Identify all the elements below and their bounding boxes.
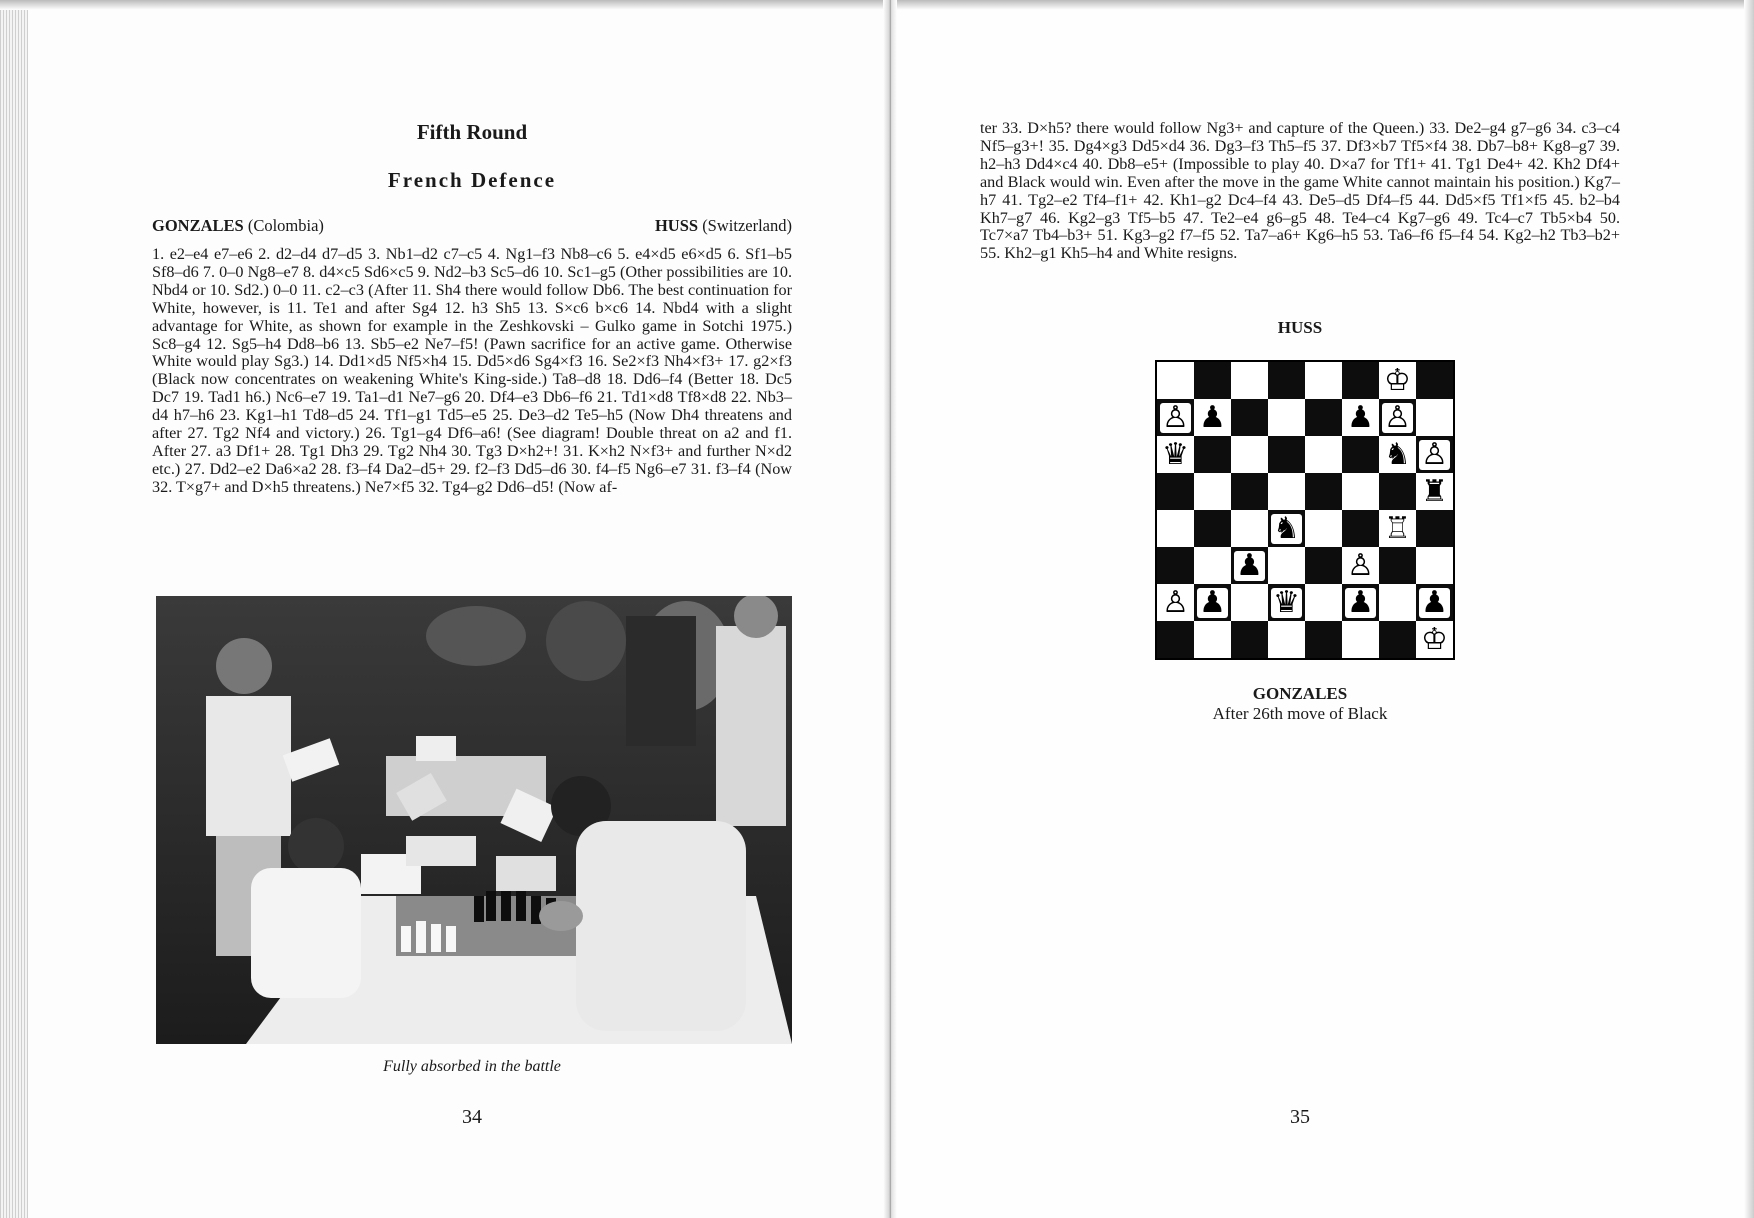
board-square	[1305, 473, 1342, 510]
board-square	[1268, 547, 1305, 584]
board-square	[1194, 399, 1231, 436]
chess-piece-icon: ♟	[1199, 399, 1226, 435]
black-player-name: HUSS	[654, 216, 699, 235]
chess-piece-icon: ♙	[1421, 436, 1448, 472]
board-square	[1416, 547, 1453, 584]
book-gutter	[883, 0, 897, 1218]
round-title: Fifth Round	[416, 120, 528, 144]
chess-piece-icon: ♞	[1273, 510, 1300, 546]
board-square	[1416, 621, 1453, 658]
board-square	[1194, 621, 1231, 658]
chess-piece-icon: ♙	[1162, 399, 1189, 435]
chess-piece-icon: ♟	[1199, 584, 1226, 620]
photo-caption: Fully absorbed in the battle	[383, 1058, 561, 1075]
chess-piece-icon: ♟	[1347, 584, 1374, 620]
board-square	[1268, 473, 1305, 510]
diagram-top-player: HUSS	[1277, 318, 1323, 337]
chess-piece-icon: ♟	[1421, 584, 1448, 620]
chess-piece-icon: ♙	[1162, 584, 1189, 620]
board-square	[1157, 621, 1194, 658]
board-square	[1416, 436, 1453, 473]
chess-piece-icon: ♞	[1384, 436, 1411, 472]
page-number-right: 35	[1290, 1106, 1310, 1128]
tournament-photo	[156, 596, 792, 1044]
chess-piece-icon: ♟	[1347, 399, 1374, 435]
board-square	[1379, 399, 1416, 436]
board-square	[1416, 362, 1453, 399]
board-square	[1379, 621, 1416, 658]
board-square	[1305, 547, 1342, 584]
board-square	[1157, 436, 1194, 473]
board-square	[1268, 621, 1305, 658]
board-square	[1268, 399, 1305, 436]
board-square	[1305, 510, 1342, 547]
black-player-country: (Switzerland)	[702, 216, 792, 235]
chess-piece-icon: ♟	[1236, 547, 1263, 583]
diagram-bottom-player: GONZALES	[1252, 684, 1348, 703]
chess-piece-icon: ♖	[1384, 510, 1411, 546]
white-player	[152, 216, 324, 236]
board-square	[1231, 621, 1268, 658]
board-square	[1231, 510, 1268, 547]
board-square	[1194, 473, 1231, 510]
game-score-text: 1. e2–e4 e7–e6 2. d2–d4 d7–d5 3. Nb1–d2 c7–c5 4. Ng1–f3 Nb8–c6 5. e4×d5 e6×d5 6. Sf1–b5 Sf8–d6 7. 0–0 Ng8–e7 8. d4×c5 Sd6×c5 9. Nd2–b3 Sc5–d6 10. Sc1–g5 (Other possibilities are 10. Nbd4 or 10. Sd2.) 0–0 11. c2–c3 (After 11. Sh4 there would follow Db6. The best continuation for White, however, is 11. Te1 and after Sg4 12. h3 Sh5 13. S×c6 b×c6 14. Nbd4 with a slight advantage for White, as shown for example in the Zeshkovski – Gulko game in Sotchi 1975.) Sc8–g4 12. Sg5–h4 Dd8–b6 13. Sb5–e2 Ne7–f5! (Pawn sacrifice for an active game. Otherwise White would play Sg3.) 14. Dd1×d5 Nf5×h4 15. Dd5×d6 Sg4×f3 16. Se2×f3 Nh4×f3+ 17. g2×f3 (Black now concentrates on weakening White's King-side.) Ta8–d8 18. Dd6–f4 (Better 18. Dc5 Dc7 19. Tad1 h6.) Nc6–e7 19. Ta1–d1 Ne7–g6 20. Df4–e3 Db6–f6 21. Td1×d8 Tf8×d8 22. Nb3–d4 h7–h6 23. Kg1–h1 Td8–d5 24. Tf1–g1 Td5–e5 25. De3–d2 Te5–h5 (Now Dh4 threatens and after 27. Tg2 Nf4 and victory.) 26. Tg1–g4 Df6–a6! (See diagram! Double threat on a2 and f1. After 27. a3 Df1+ 28. Tg1 Dh3 29. Tg2 Nh4 30. Tg3 D×h2+! 31. K×h2 N×f3+ and further N×d2 etc.) 27. Dd2–e2 Da6×a2 28. f3–f4 Da2–d5+ 29. f2–f3 Dd5–d6 30. f4–f5 Ng6–e7 31. f3–f4 (Now 32. T×g7+ and D×h5 threatens.) Ne7×f5 32. Tg4–g2 Dd6–d5! (Now af-	[152, 245, 792, 496]
board-square	[1194, 510, 1231, 547]
board-square	[1342, 473, 1379, 510]
board-square	[1305, 436, 1342, 473]
photo-illustration	[156, 596, 792, 1044]
chess-piece-icon: ♔	[1384, 362, 1411, 398]
black-player	[655, 216, 792, 236]
chess-piece-icon: ♛	[1162, 436, 1189, 472]
board-square	[1231, 547, 1268, 584]
board-square	[1231, 399, 1268, 436]
board-square	[1157, 510, 1194, 547]
board-square	[1157, 399, 1194, 436]
board-square	[1416, 510, 1453, 547]
board-square	[1268, 510, 1305, 547]
board-square	[1342, 547, 1379, 584]
board-square	[1342, 399, 1379, 436]
board-square	[1231, 584, 1268, 621]
white-player-country: (Colombia)	[247, 216, 324, 235]
board-square	[1416, 473, 1453, 510]
board-square	[1305, 399, 1342, 436]
board-square	[1157, 584, 1194, 621]
board-square	[1231, 473, 1268, 510]
board-square	[1342, 362, 1379, 399]
players-line	[152, 216, 792, 236]
board-square	[1305, 621, 1342, 658]
page-number-left: 34	[462, 1106, 482, 1128]
game-score-continuation: ter 33. D×h5? there would follow Ng3+ and capture of the Queen.) 33. De2–g4 g7–g6 34. c3–c4 Nf5–g3+! 35. Dg4×g3 Dd5×d4 36. Dg3–f3 Th5–f5 37. Df3×b7 Tf5×f4 38. Db7–b8+ Kg8–g7 39. h2–h3 Dd4×c4 40. Db8–e5+ (Impossible to play 40. D×a7 for Tf1+ 41. Tg1 De4+ 42. Kh2 Df4+ and Black would win. Even after the move in the game White cannot maintain his position.) Kg7–h7 41. Tg2–e2 Tf4–f1+ 42. Kh1–g2 Dc4–f4 43. De5–d5 Df4–f5 44. Dd5×f5 Tf1×f5 45. b2–b4 Kh7–g7 46. Kg2–g3 Tf5–b5 47. Te2–e4 g6–g5 48. Te4–c4 Kg7–g6 49. Tc4–c7 Tb5×b4 50. Tc7×a7 Tb4–b3+ 51. Kg3–g2 f7–f5 52. Ta7–a6+ Kg6–h5 53. Ta6–f6 f5–f4 54. Kg2–h2 Tb3–b2+ 55. Kh2–g1 Kh5–h4 and White resigns.	[980, 119, 1620, 263]
board-square	[1379, 473, 1416, 510]
chess-piece-icon: ♙	[1384, 399, 1411, 435]
board-square	[1231, 436, 1268, 473]
board-square	[1268, 436, 1305, 473]
board-square	[1379, 362, 1416, 399]
board-square	[1194, 547, 1231, 584]
board-square	[1379, 436, 1416, 473]
white-player-name: GONZALES	[152, 216, 244, 235]
opening-title: French Defence	[387, 168, 557, 192]
board-square	[1157, 473, 1194, 510]
chess-piece-icon: ♜	[1421, 473, 1448, 509]
board-square	[1194, 584, 1231, 621]
board-square	[1231, 362, 1268, 399]
diagram-caption: After 26th move of Black	[1212, 704, 1388, 723]
board-square	[1157, 362, 1194, 399]
board-square	[1342, 510, 1379, 547]
board-square	[1305, 362, 1342, 399]
chess-piece-icon: ♛	[1273, 584, 1300, 620]
chess-piece-icon: ♙	[1347, 547, 1374, 583]
board-square	[1379, 510, 1416, 547]
board-square	[1416, 584, 1453, 621]
board-square	[1305, 584, 1342, 621]
board-square	[1342, 584, 1379, 621]
page-stack-edge	[0, 0, 28, 1218]
chess-piece-icon: ♔	[1421, 621, 1448, 657]
board-square	[1268, 362, 1305, 399]
scan-top-edge	[0, 0, 1754, 10]
board-square	[1379, 584, 1416, 621]
board-square	[1157, 547, 1194, 584]
board-square	[1342, 621, 1379, 658]
board-square	[1194, 362, 1231, 399]
chess-diagram	[1155, 360, 1455, 660]
scan-right-edge	[1744, 0, 1754, 1218]
board-square	[1416, 399, 1453, 436]
board-square	[1342, 436, 1379, 473]
board-square	[1268, 584, 1305, 621]
board-square	[1194, 436, 1231, 473]
board-square	[1379, 547, 1416, 584]
